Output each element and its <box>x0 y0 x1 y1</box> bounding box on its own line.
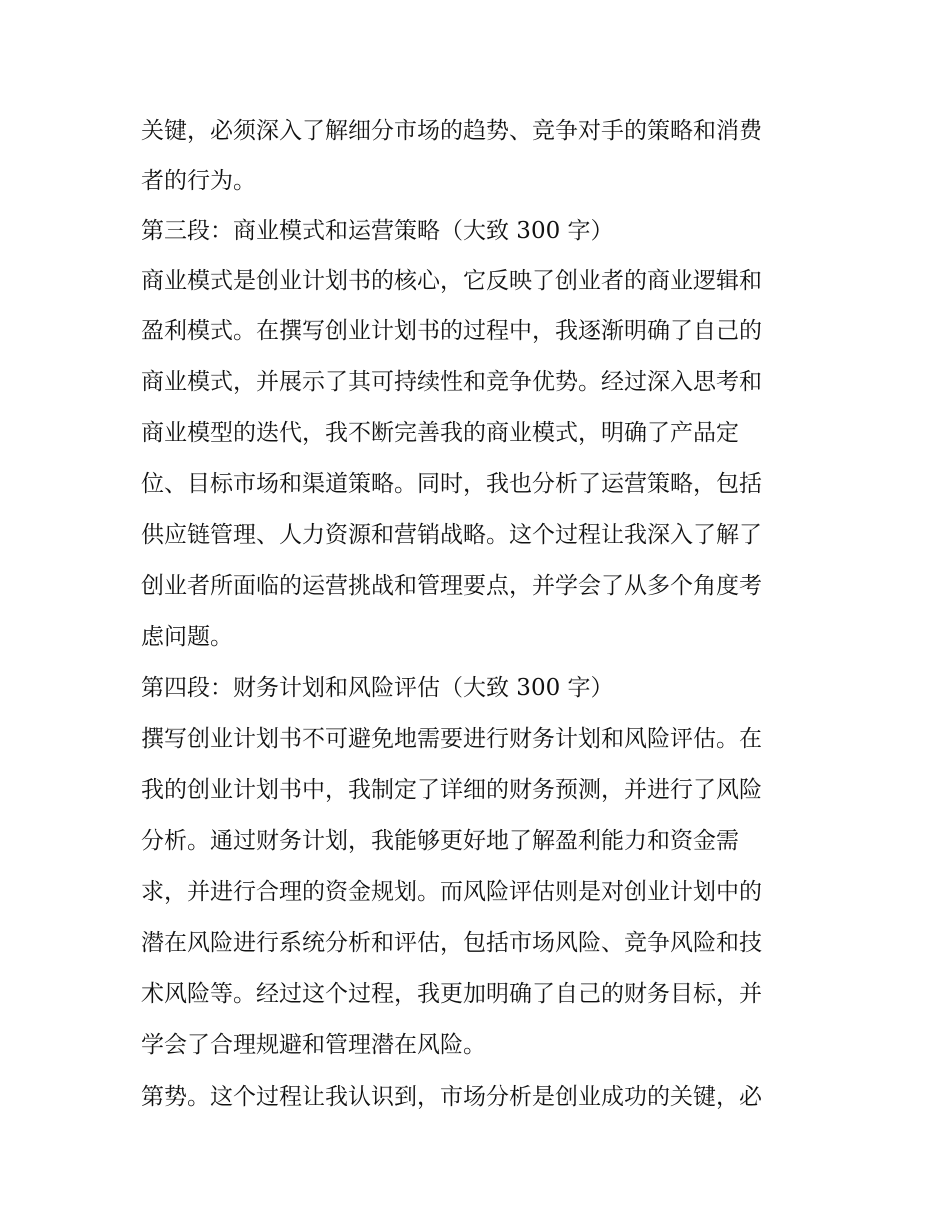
text-line: 撰写创业计划书不可避免地需要进行财务计划和风险评估。在 <box>141 726 762 752</box>
text-line: 分析。通过财务计划，我能够更好地了解盈利能力和资金需 <box>141 828 739 854</box>
text-line: 商业模式是创业计划书的核心，它反映了创业者的商业逻辑和 <box>141 268 762 294</box>
text-line: 商业模型的迭代，我不断完善我的商业模式，明确了产品定 <box>141 420 739 446</box>
text-line: 位、目标市场和渠道策略。同时，我也分析了运营策略，包括 <box>141 471 762 497</box>
text-line: 术风险等。经过这个过程，我更加明确了自己的财务目标，并 <box>141 981 762 1007</box>
text-line: 潜在风险进行系统分析和评估，包括市场风险、竞争风险和技 <box>141 930 762 956</box>
text-line: 关键，必须深入了解细分市场的趋势、竞争对手的策略和消费 <box>141 118 762 144</box>
text-line: 虑问题。 <box>141 624 233 650</box>
section-heading: 第三段：商业模式和运营策略（大致 300 字） <box>141 218 614 244</box>
text-line: 学会了合理规避和管理潜在风险。 <box>141 1032 486 1058</box>
text-line: 创业者所面临的运营挑战和管理要点，并学会了从多个角度考 <box>141 573 762 599</box>
text-line: 盈利模式。在撰写创业计划书的过程中，我逐渐明确了自己的 <box>141 318 762 344</box>
text-line: 商业模式，并展示了其可持续性和竞争优势。经过深入思考和 <box>141 369 762 395</box>
text-line: 第势。这个过程让我认识到，市场分析是创业成功的关键，必 <box>141 1084 762 1110</box>
section-heading: 第四段：财务计划和风险评估（大致 300 字） <box>141 675 614 701</box>
text-line: 我的创业计划书中，我制定了详细的财务预测，并进行了风险 <box>141 777 762 803</box>
text-line: 求，并进行合理的资金规划。而风险评估则是对创业计划中的 <box>141 879 762 905</box>
text-line: 供应链管理、人力资源和营销战略。这个过程让我深入了解了 <box>141 522 762 548</box>
text-line: 者的行为。 <box>141 168 256 194</box>
